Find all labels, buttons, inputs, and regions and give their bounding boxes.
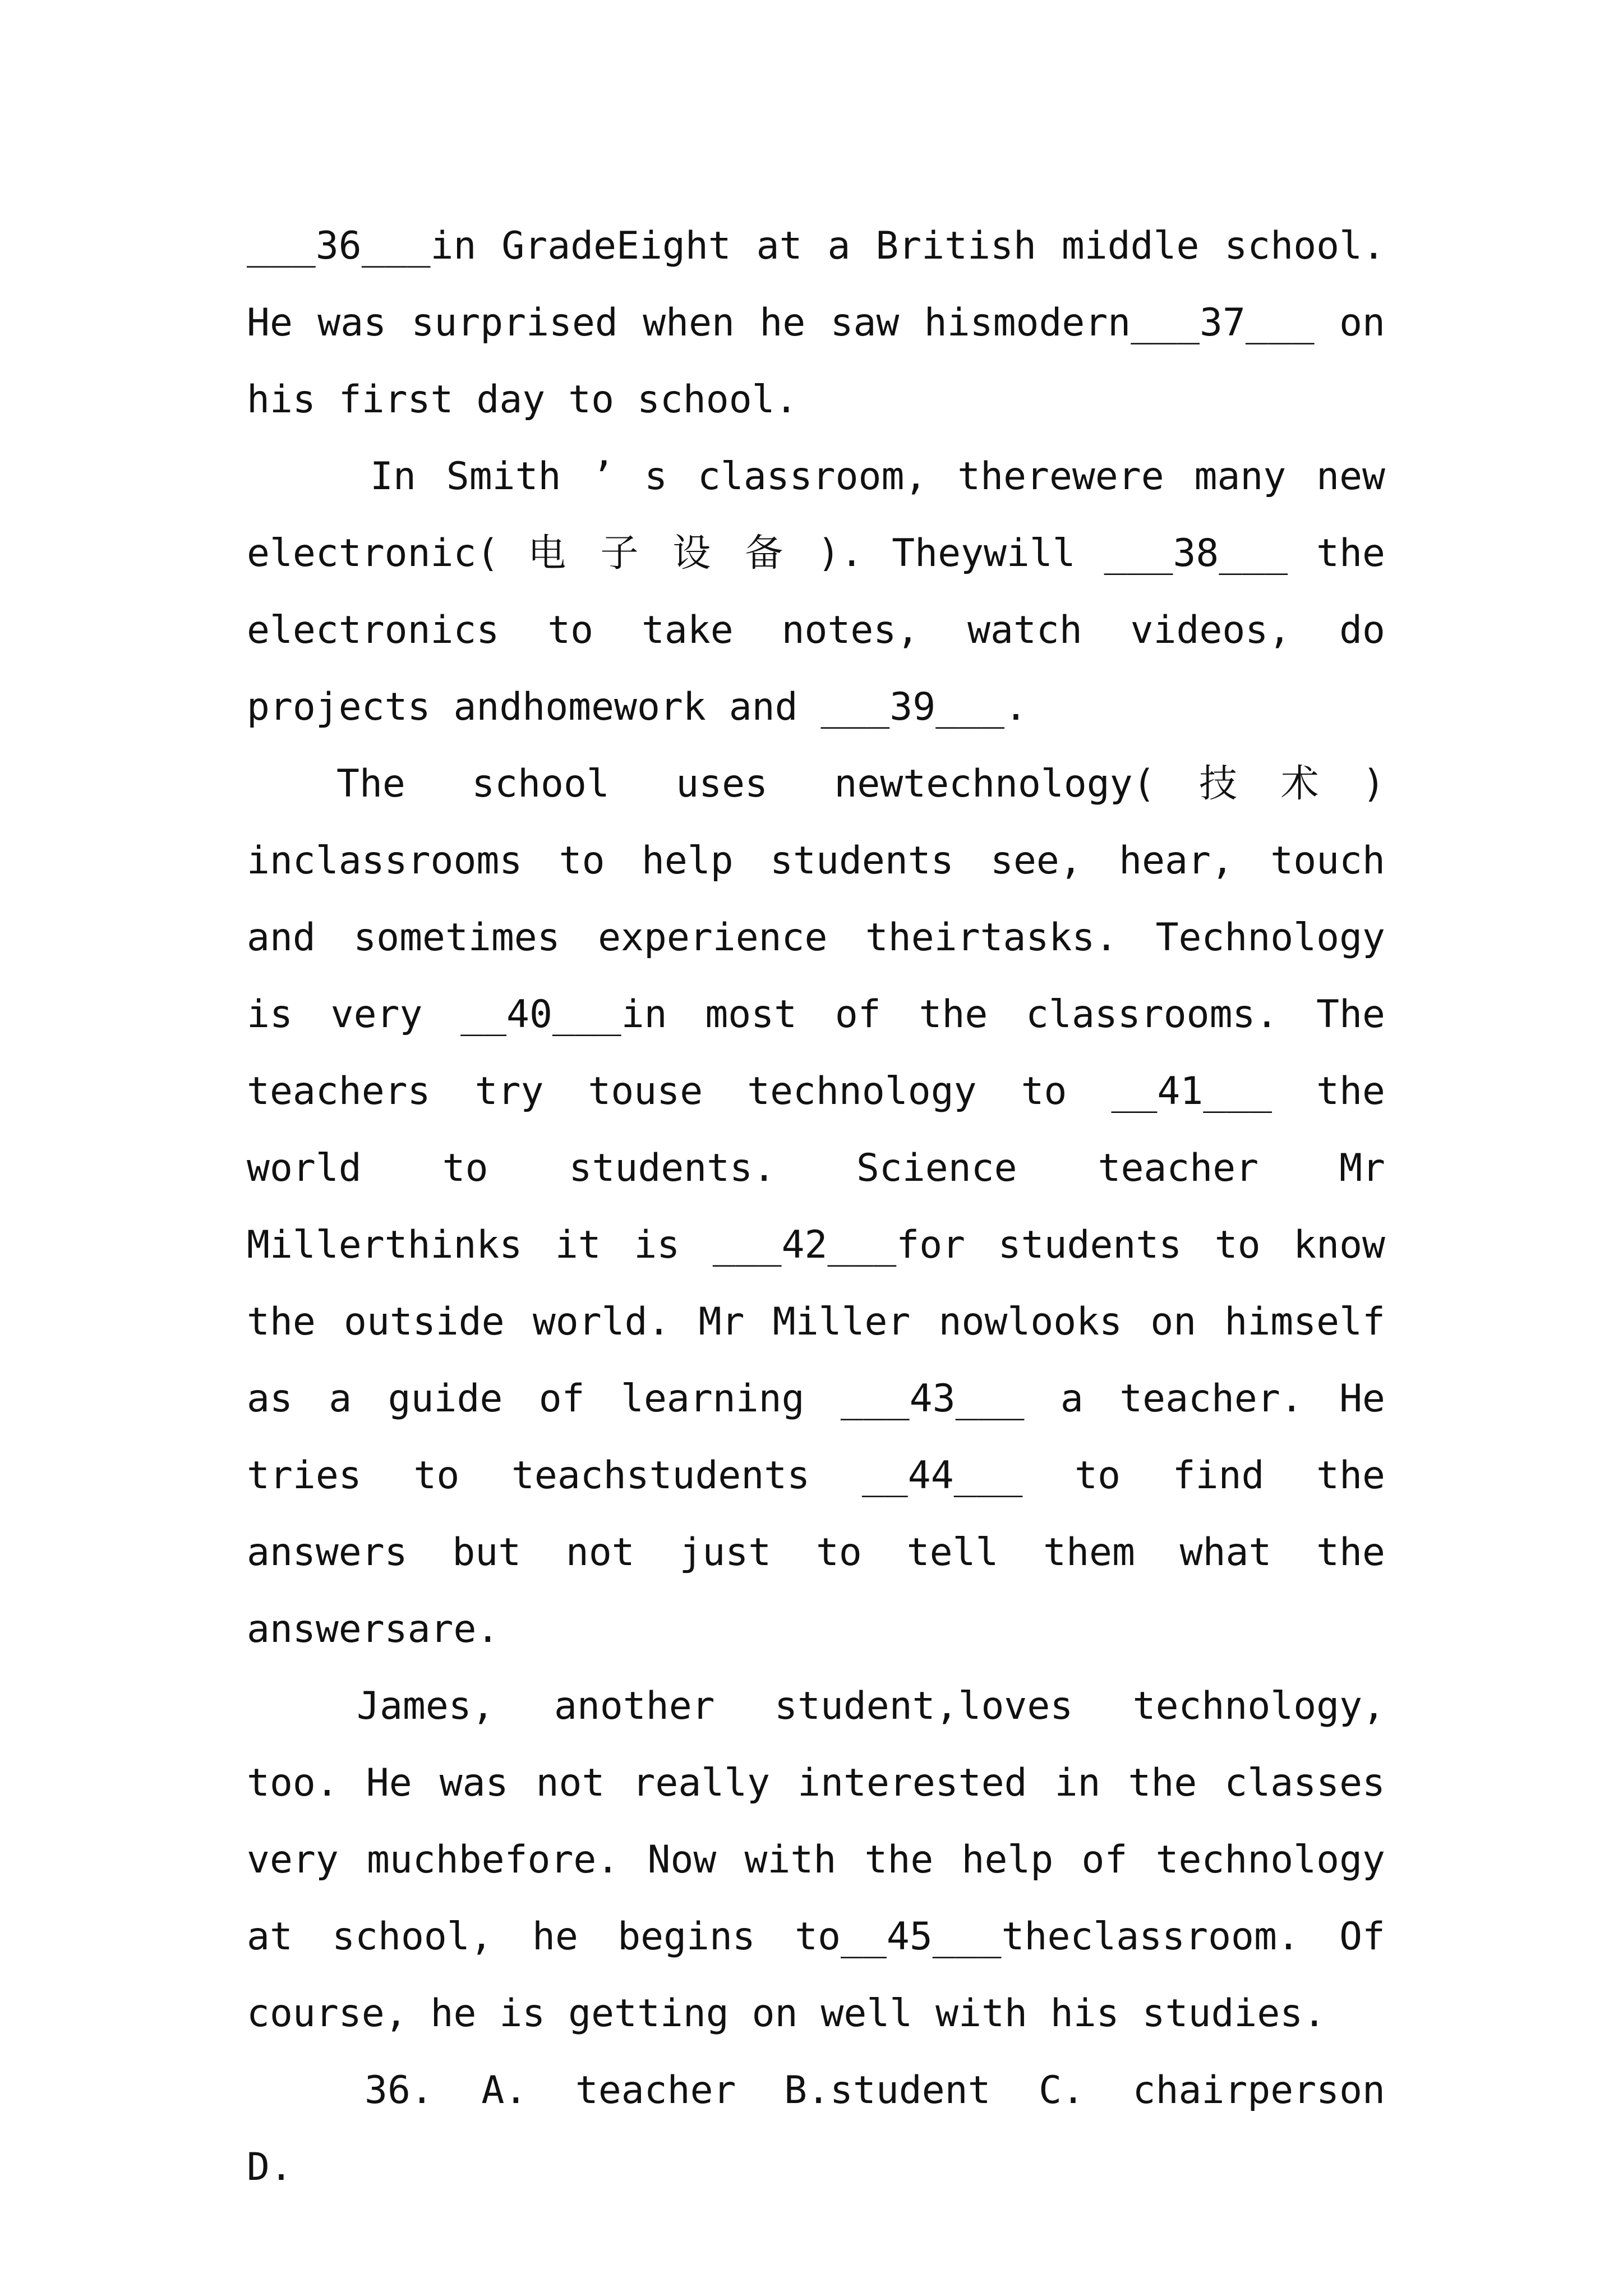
paragraph-3: The school uses newtechnology(技术) inclassrooms to help students see, hear, touch and sometimes experience theirtasks. Technology is very __40___in most of the classrooms. The teachers try touse technology to __41___ the world to students. Science teacher Mr Millerthinks it is ___42___for students to know the outside world. Mr Miller nowlooks on himself as a guide of learning ___43___ a teacher. He tries to teachstudents __44___ to find the answers but not just to tell them what the answersare. xyxy=(247,762,1385,1651)
question-36-options: 36. A. teacher B.student C. chairperson D. xyxy=(247,2068,1385,2189)
paragraph-2: In Smith ’ s classroom, therewere many new electronic( 电 子 设 备 ). Theywill ___38___ the electronics to take notes, watch videos, do projects andhomework and ___39___. xyxy=(247,454,1385,729)
passage-body xyxy=(247,208,1385,2206)
paragraph-4: James, another student,loves technology, too. He was not really interested in the classes very muchbefore. Now with the help of technology at school, he begins to__45___theclassroom. Of course, he is getting on well with his studies. xyxy=(247,1684,1385,2036)
paragraph-1: ___36___in GradeEight at a British middle school. He was surprised when he saw hismodern___37___ on his first day to school. xyxy=(247,224,1385,422)
